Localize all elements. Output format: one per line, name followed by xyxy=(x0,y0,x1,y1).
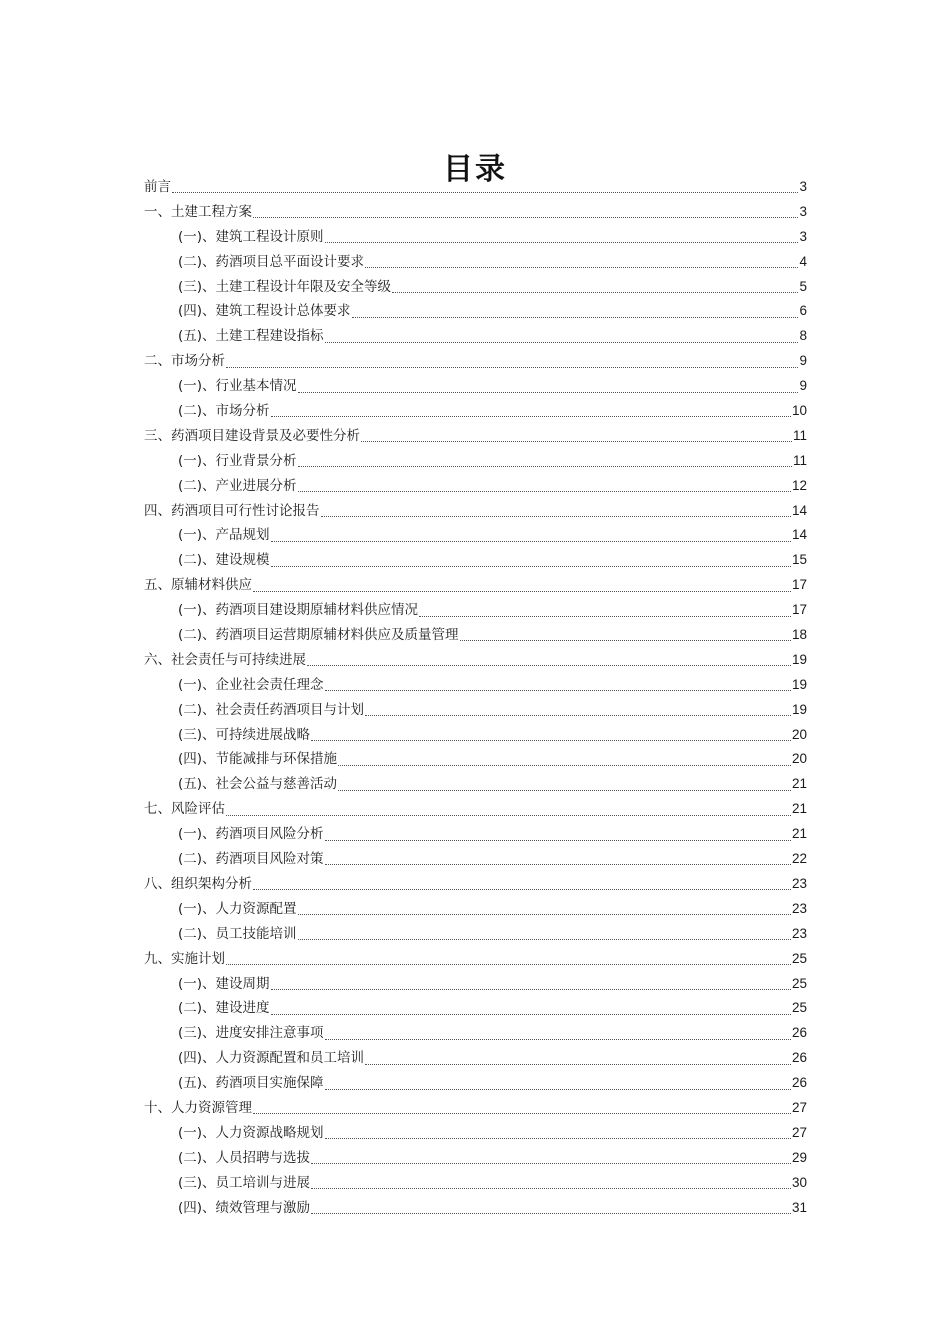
toc-page-number[interactable]: 21 xyxy=(791,776,807,792)
toc-entry[interactable] xyxy=(144,847,807,872)
toc-page-number[interactable]: 6 xyxy=(799,303,807,319)
toc-dot-leader xyxy=(325,689,791,691)
toc-page-number[interactable]: 14 xyxy=(791,527,807,543)
toc-entry[interactable] xyxy=(144,449,807,474)
toc-entry-label[interactable]: 六、社会责任与可持续进展 xyxy=(144,651,306,668)
toc-entry-label[interactable]: (一)、人力资源配置 xyxy=(178,900,297,917)
toc-entry[interactable] xyxy=(144,374,807,399)
toc-page-number[interactable]: 25 xyxy=(791,975,807,991)
toc-entry[interactable] xyxy=(144,972,807,997)
toc-entry-label[interactable]: (二)、人员招聘与选拔 xyxy=(178,1149,311,1166)
toc-page-number[interactable]: 30 xyxy=(791,1174,807,1190)
toc-entry-label[interactable]: (一)、建筑工程设计原则 xyxy=(178,228,324,245)
toc-entry-label[interactable]: (二)、药酒项目运营期原辅材料供应及质量管理 xyxy=(178,627,459,644)
toc-entry-label[interactable]: (四)、节能减排与环保措施 xyxy=(178,751,338,768)
toc-entry-label[interactable]: (二)、市场分析 xyxy=(178,403,270,420)
toc-page-number[interactable]: 12 xyxy=(791,477,807,493)
toc-dot-leader xyxy=(352,316,799,318)
toc-dot-leader xyxy=(271,415,791,417)
toc-page-number[interactable]: 11 xyxy=(792,452,807,468)
toc-dot-leader xyxy=(460,639,791,641)
toc-dot-leader xyxy=(325,1088,791,1090)
toc-dot-leader xyxy=(325,341,799,343)
toc-entry[interactable] xyxy=(144,1121,807,1146)
toc-dot-leader xyxy=(253,888,791,890)
toc-dot-leader xyxy=(226,366,798,368)
toc-dot-leader xyxy=(325,839,791,841)
toc-entry-label[interactable]: (四)、绩效管理与激励 xyxy=(178,1199,311,1216)
toc-dot-leader xyxy=(338,789,791,791)
toc-entry[interactable] xyxy=(144,1196,807,1221)
toc-page-number[interactable]: 5 xyxy=(799,278,807,294)
toc-entry[interactable] xyxy=(144,200,807,225)
toc-page-number[interactable]: 26 xyxy=(791,1075,807,1091)
toc-entry[interactable] xyxy=(144,324,807,349)
toc-dot-leader xyxy=(325,863,791,865)
toc-entry[interactable] xyxy=(144,922,807,947)
toc-page-number[interactable]: 17 xyxy=(791,577,807,593)
toc-entry[interactable] xyxy=(144,499,807,524)
toc-entry[interactable] xyxy=(144,275,807,300)
toc-page-number[interactable]: 20 xyxy=(791,751,807,767)
toc-title: 目录 xyxy=(443,152,507,188)
toc-entry[interactable] xyxy=(144,947,807,972)
toc-list xyxy=(144,175,807,1220)
toc-page-number[interactable]: 23 xyxy=(791,875,807,891)
toc-entry-label[interactable]: (一)、药酒项目风险分析 xyxy=(178,826,324,843)
toc-page-number[interactable]: 14 xyxy=(791,502,807,518)
toc-entry[interactable] xyxy=(144,175,807,200)
toc-entry-label[interactable]: (五)、药酒项目实施保障 xyxy=(178,1075,324,1092)
toc-page-number[interactable]: 3 xyxy=(799,228,807,244)
toc-entry-label[interactable]: (二)、社会责任药酒项目与计划 xyxy=(178,701,365,718)
toc-entry-label[interactable]: (三)、员工培训与进展 xyxy=(178,1174,311,1191)
toc-dot-leader xyxy=(365,714,791,716)
toc-page-number[interactable]: 18 xyxy=(791,627,807,643)
toc-page-number[interactable]: 21 xyxy=(791,826,807,842)
toc-entry[interactable] xyxy=(144,673,807,698)
toc-entry-label[interactable]: 四、药酒项目可行性讨论报告 xyxy=(144,502,320,519)
toc-entry-label[interactable]: 八、组织架构分析 xyxy=(144,875,252,892)
toc-entry-label[interactable]: (一)、人力资源战略规划 xyxy=(178,1124,324,1141)
toc-entry-label[interactable]: 七、风险评估 xyxy=(144,801,225,818)
toc-dot-leader xyxy=(311,1212,791,1214)
toc-entry-label[interactable]: (三)、可持续进展战略 xyxy=(178,726,311,743)
toc-entry[interactable] xyxy=(144,897,807,922)
toc-dot-leader xyxy=(298,465,792,467)
toc-entry[interactable] xyxy=(144,225,807,250)
toc-entry[interactable] xyxy=(144,548,807,573)
toc-page-number[interactable]: 4 xyxy=(799,253,807,269)
toc-dot-leader xyxy=(298,391,799,393)
toc-dot-leader xyxy=(365,1063,791,1065)
toc-page-number[interactable]: 15 xyxy=(791,552,807,568)
toc-entry[interactable] xyxy=(144,474,807,499)
toc-entry[interactable] xyxy=(144,424,807,449)
toc-entry[interactable] xyxy=(144,598,807,623)
toc-entry[interactable] xyxy=(144,698,807,723)
toc-page-number[interactable]: 21 xyxy=(791,801,807,817)
toc-entry[interactable] xyxy=(144,1171,807,1196)
toc-dot-leader xyxy=(361,440,792,442)
toc-page-number[interactable]: 23 xyxy=(791,925,807,941)
toc-entry[interactable] xyxy=(144,648,807,673)
toc-entry[interactable] xyxy=(144,772,807,797)
toc-dot-leader xyxy=(253,1112,791,1114)
toc-dot-leader xyxy=(307,664,791,666)
toc-page-number[interactable]: 3 xyxy=(799,179,807,194)
toc-dot-leader xyxy=(226,814,791,816)
toc-dot-leader xyxy=(392,291,798,293)
toc-dot-leader xyxy=(172,191,798,193)
toc-entry-label[interactable]: (五)、土建工程建设指标 xyxy=(178,328,324,345)
toc-dot-leader xyxy=(253,590,791,592)
toc-page-number[interactable]: 19 xyxy=(791,676,807,692)
toc-dot-leader xyxy=(298,913,791,915)
toc-entry[interactable] xyxy=(144,996,807,1021)
toc-page-number[interactable]: 8 xyxy=(799,328,807,344)
toc-entry-label[interactable]: (二)、产业进展分析 xyxy=(178,477,297,494)
toc-entry-label[interactable]: (一)、建设周期 xyxy=(178,975,270,992)
toc-page-number[interactable]: 26 xyxy=(791,1050,807,1066)
toc-page-number[interactable]: 9 xyxy=(799,378,807,394)
toc-page-number[interactable]: 27 xyxy=(791,1099,807,1115)
toc-dot-leader xyxy=(365,266,798,268)
toc-entry[interactable] xyxy=(144,1146,807,1171)
toc-page-number[interactable]: 23 xyxy=(791,900,807,916)
toc-entry-label[interactable]: (一)、行业基本情况 xyxy=(178,378,297,395)
toc-dot-leader xyxy=(298,490,791,492)
toc-entry-label[interactable]: 二、市场分析 xyxy=(144,353,225,370)
toc-dot-leader xyxy=(226,963,791,965)
toc-entry[interactable] xyxy=(144,623,807,648)
toc-entry-label[interactable]: (二)、药酒项目总平面设计要求 xyxy=(178,253,365,270)
toc-entry-label[interactable]: 十、人力资源管理 xyxy=(144,1099,252,1116)
toc-entry[interactable] xyxy=(144,523,807,548)
toc-page-number[interactable]: 3 xyxy=(799,203,807,219)
toc-entry[interactable] xyxy=(144,399,807,424)
toc-page-number[interactable]: 25 xyxy=(791,1000,807,1016)
toc-page-number[interactable]: 10 xyxy=(791,403,807,419)
toc-entry[interactable] xyxy=(144,1096,807,1121)
toc-dot-leader xyxy=(271,988,791,990)
toc-page-number[interactable]: 11 xyxy=(792,427,807,443)
toc-dot-leader xyxy=(311,1187,791,1189)
toc-entry[interactable] xyxy=(144,299,807,324)
toc-dot-leader xyxy=(311,1162,791,1164)
toc-dot-leader xyxy=(325,1137,791,1139)
toc-dot-leader xyxy=(419,615,791,617)
toc-entry-label[interactable]: (一)、行业背景分析 xyxy=(178,452,297,469)
toc-dot-leader xyxy=(325,1038,791,1040)
toc-entry[interactable] xyxy=(144,573,807,598)
toc-entry[interactable] xyxy=(144,1046,807,1071)
toc-entry-label[interactable]: (二)、建设规模 xyxy=(178,552,270,569)
toc-dot-leader xyxy=(253,216,798,218)
toc-page-number[interactable]: 22 xyxy=(791,851,807,867)
toc-entry[interactable] xyxy=(144,747,807,772)
toc-entry-label[interactable]: (一)、企业社会责任理念 xyxy=(178,676,324,693)
toc-dot-leader xyxy=(298,938,791,940)
toc-page-number[interactable]: 25 xyxy=(791,950,807,966)
toc-entry[interactable] xyxy=(144,872,807,897)
toc-dot-leader xyxy=(271,1013,791,1015)
toc-entry[interactable] xyxy=(144,1071,807,1096)
toc-page-number[interactable]: 9 xyxy=(799,353,807,369)
toc-dot-leader xyxy=(325,241,799,243)
toc-entry[interactable] xyxy=(144,1021,807,1046)
toc-dot-leader xyxy=(321,515,791,517)
toc-entry[interactable] xyxy=(144,349,807,374)
toc-entry-label[interactable]: 前言 xyxy=(144,179,171,195)
toc-dot-leader xyxy=(271,565,791,567)
toc-entry-label[interactable]: (一)、药酒项目建设期原辅材料供应情况 xyxy=(178,602,419,619)
toc-entry-label[interactable]: (三)、进度安排注意事项 xyxy=(178,1025,324,1042)
toc-entry[interactable] xyxy=(144,822,807,847)
toc-entry-label[interactable]: 九、实施计划 xyxy=(144,950,225,967)
toc-entry-label[interactable]: 五、原辅材料供应 xyxy=(144,577,252,594)
toc-page-number[interactable]: 29 xyxy=(791,1149,807,1165)
toc-page-number[interactable]: 19 xyxy=(791,701,807,717)
toc-dot-leader xyxy=(338,764,791,766)
toc-entry-label[interactable]: (四)、建筑工程设计总体要求 xyxy=(178,303,351,320)
toc-entry[interactable] xyxy=(144,797,807,822)
toc-dot-leader xyxy=(311,739,791,741)
toc-entry-label[interactable]: (二)、建设进度 xyxy=(178,1000,270,1017)
toc-page-number[interactable]: 17 xyxy=(791,602,807,618)
toc-entry[interactable] xyxy=(144,723,807,748)
toc-entry-label[interactable]: (二)、员工技能培训 xyxy=(178,925,297,942)
toc-page-number[interactable]: 27 xyxy=(791,1124,807,1140)
toc-dot-leader xyxy=(271,540,791,542)
toc-page-number[interactable]: 31 xyxy=(791,1199,807,1215)
toc-entry-label[interactable]: (二)、药酒项目风险对策 xyxy=(178,851,324,868)
toc-page-number[interactable]: 19 xyxy=(791,651,807,667)
toc-entry-label[interactable]: 一、土建工程方案 xyxy=(144,203,252,220)
toc-page-number[interactable]: 20 xyxy=(791,726,807,742)
toc-entry-label[interactable]: (一)、产品规划 xyxy=(178,527,270,544)
toc-entry-label[interactable]: 三、药酒项目建设背景及必要性分析 xyxy=(144,427,360,444)
toc-entry-label[interactable]: (三)、土建工程设计年限及安全等级 xyxy=(178,278,392,295)
toc-entry[interactable] xyxy=(144,250,807,275)
toc-entry-label[interactable]: (五)、社会公益与慈善活动 xyxy=(178,776,338,793)
toc-page-number[interactable]: 26 xyxy=(791,1025,807,1041)
toc-entry-label[interactable]: (四)、人力资源配置和员工培训 xyxy=(178,1050,365,1067)
